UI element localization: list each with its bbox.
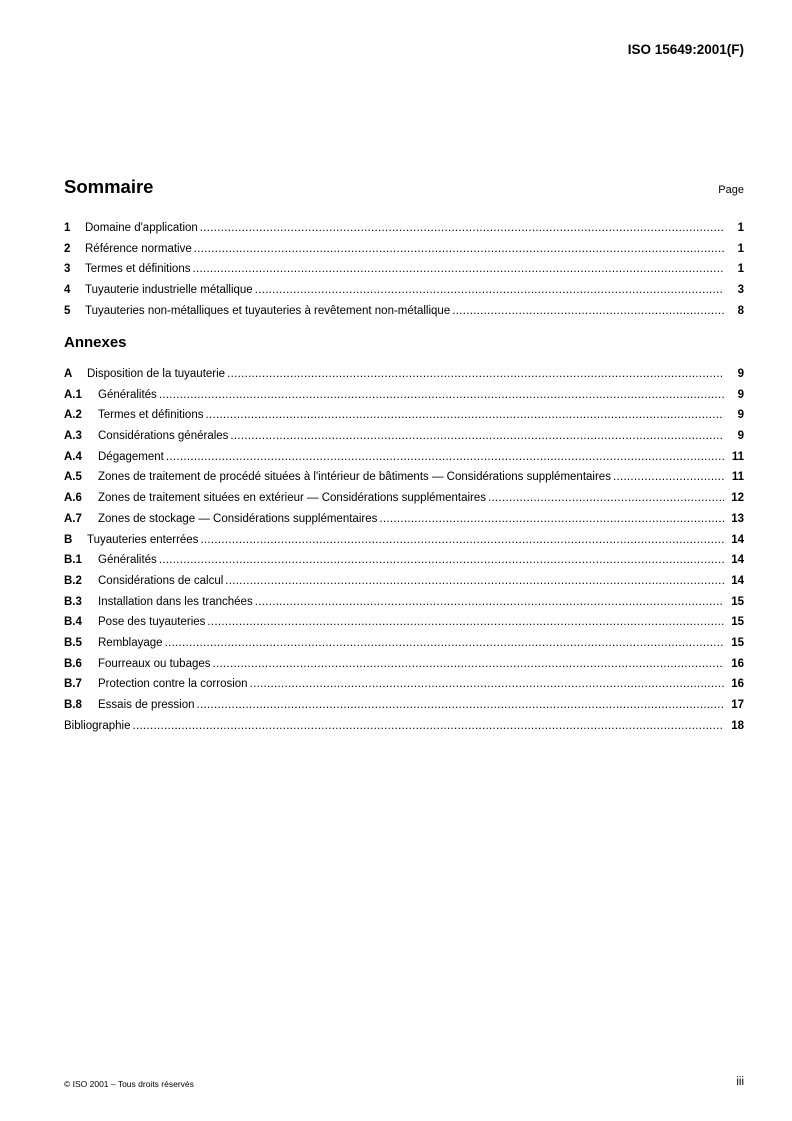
toc-entry-page: 12: [731, 492, 744, 505]
toc-dot-leader: [159, 550, 724, 571]
toc-entry[interactable]: [64, 467, 744, 488]
toc-entry-page: 16: [731, 678, 744, 691]
toc-dot-leader: [165, 633, 724, 654]
toc-entry-label: Pose des tuyauteries: [98, 616, 206, 629]
toc-dot-leader: [255, 280, 724, 301]
toc-dot-leader: [200, 218, 724, 239]
toc-entry-number: B.8: [64, 699, 82, 711]
toc-entry[interactable]: [64, 405, 744, 426]
toc-entry-page: 3: [737, 284, 744, 297]
toc-dot-leader: [250, 674, 724, 695]
toc-entry[interactable]: [64, 592, 744, 613]
toc-entry-number: A.5: [64, 471, 82, 484]
toc-entry-page: 9: [737, 368, 744, 380]
toc-dot-leader: [192, 259, 724, 280]
toc-entry[interactable]: [64, 716, 744, 737]
toc-entry-page: 9: [737, 430, 744, 443]
toc-dot-leader: [452, 301, 724, 322]
toc-entry-page: 9: [737, 388, 744, 401]
toc-entry-label: Domaine d'application: [85, 222, 198, 234]
toc-entry-page: 18: [731, 719, 744, 732]
toc-entry-label: Dégagement: [98, 450, 164, 463]
toc-entry-number: 1: [64, 222, 71, 234]
toc-entry-page: 11: [731, 450, 744, 463]
toc-entry-number: 3: [64, 263, 71, 276]
toc-entry-page: 1: [737, 263, 744, 276]
toc-entry-page: 1: [737, 222, 744, 234]
toc-entry-page: 15: [731, 595, 744, 608]
toc-dot-leader: [255, 592, 724, 613]
toc-entry-number: A.6: [64, 492, 82, 505]
toc-entry-page: 14: [731, 533, 744, 546]
toc-entry-page: 1: [737, 242, 744, 255]
toc-dot-leader: [230, 426, 724, 447]
toc-entry-number: 4: [64, 284, 71, 297]
toc-entry-label: Généralités: [98, 554, 157, 567]
toc-entry-number: A.4: [64, 450, 82, 463]
toc-entry-number: B.4: [64, 616, 82, 629]
toc-entry-label: Zones de traitement de procédé situées à l'intérieur de bâtiments — Considérations supplémentaires: [98, 471, 611, 484]
toc-entry-number: B.6: [64, 657, 82, 670]
document-id: ISO 15649:2001(F): [627, 42, 744, 57]
toc-dot-leader: [166, 447, 724, 468]
toc-dot-leader: [194, 239, 724, 260]
toc-entry-label: Bibliographie: [64, 719, 131, 732]
toc-dot-leader: [207, 612, 724, 633]
toc-entry-number: A.1: [64, 388, 82, 401]
toc-entry-page: 13: [731, 512, 744, 525]
toc-entry[interactable]: [64, 218, 744, 239]
toc-entry-label: Zones de traitement situées en extérieur — Considérations supplémentaires: [98, 492, 487, 505]
toc-entry-number: B.5: [64, 636, 82, 649]
toc-dot-leader: [205, 405, 724, 426]
toc-entry[interactable]: [64, 509, 744, 530]
toc-entry[interactable]: [64, 674, 744, 695]
toc-dot-leader: [159, 385, 724, 406]
toc-entry-label: Disposition de la tuyauterie: [87, 368, 226, 380]
footer-page-number: iii: [736, 1076, 744, 1088]
toc-entry-number: B: [64, 533, 73, 546]
toc-entry-number: A.7: [64, 512, 82, 525]
toc-entry-label: Termes et définitions: [85, 263, 191, 276]
toc-entry-page: 17: [731, 699, 744, 711]
toc-entry-label: Protection contre la corrosion: [98, 678, 248, 691]
toc-entry-number: B.7: [64, 678, 82, 691]
toc-entry-number: A.3: [64, 430, 82, 443]
toc-entry[interactable]: [64, 426, 744, 447]
toc-dot-leader: [379, 509, 724, 530]
toc-entry-label: Zones de stockage — Considérations supplémentaires: [98, 512, 378, 525]
toc-dot-leader: [213, 654, 724, 675]
toc-entry-page: 15: [731, 636, 744, 649]
toc-entry[interactable]: [64, 447, 744, 468]
toc-entry[interactable]: [64, 280, 744, 301]
footer-copyright: © ISO 2001 – Tous droits réservés: [64, 1079, 194, 1089]
toc-entry[interactable]: [64, 364, 744, 385]
toc-entry[interactable]: [64, 239, 744, 260]
toc-dot-leader: [613, 467, 724, 488]
toc-dot-leader: [197, 695, 724, 716]
toc-entry-label: Installation dans les tranchées: [98, 595, 253, 608]
toc-entry-label: Remblayage: [98, 636, 163, 649]
toc-entry-number: 2: [64, 242, 71, 255]
toc-dot-leader: [227, 364, 724, 385]
toc-main-list: [64, 218, 744, 321]
toc-entry-label: Tuyauteries non-métalliques et tuyauteries à revêtement non-métallique: [85, 304, 451, 317]
toc-entry-label: Fourreaux ou tubages: [98, 657, 211, 670]
toc-entry-number: 5: [64, 304, 71, 317]
toc-entry-label: Tuyauteries enterrées: [87, 533, 199, 546]
toc-dot-leader: [200, 530, 724, 551]
toc-annex-list: [64, 364, 744, 736]
toc-entry-label: Essais de pression: [98, 699, 195, 711]
annexes-heading: Annexes: [64, 334, 127, 351]
toc-entry[interactable]: [64, 612, 744, 633]
toc-entry-label: Considérations générales: [98, 430, 229, 443]
toc-entry-number: B.3: [64, 595, 82, 608]
toc-entry[interactable]: [64, 695, 744, 716]
toc-entry[interactable]: [64, 633, 744, 654]
toc-entry-page: 16: [731, 657, 744, 670]
toc-entry[interactable]: [64, 488, 744, 509]
toc-dot-leader: [225, 571, 724, 592]
toc-entry-label: Référence normative: [85, 242, 192, 255]
toc-entry-page: 15: [731, 616, 744, 629]
title-row: [64, 176, 744, 198]
toc-entry-number: A.2: [64, 409, 82, 422]
toc-entry[interactable]: [64, 259, 744, 280]
toc-entry-label: Termes et définitions: [98, 409, 204, 422]
page-column-label: Page: [718, 184, 744, 196]
toc-entry-page: 9: [737, 409, 744, 422]
toc-entry-page: 11: [731, 471, 744, 484]
toc-entry-number: B.2: [64, 574, 82, 587]
toc-entry[interactable]: [64, 654, 744, 675]
toc-entry-page: 8: [737, 304, 744, 317]
toc-entry[interactable]: [64, 550, 744, 571]
page-title: Sommaire: [64, 176, 154, 197]
toc-entry-number: A: [64, 368, 73, 380]
toc-entry[interactable]: [64, 530, 744, 551]
toc-entry-label: Généralités: [98, 388, 157, 401]
toc-dot-leader: [133, 716, 725, 737]
toc-entry[interactable]: [64, 571, 744, 592]
toc-entry-page: 14: [731, 554, 744, 567]
toc-entry-label: Considérations de calcul: [98, 574, 224, 587]
toc-entry[interactable]: [64, 385, 744, 406]
toc-entry-page: 14: [731, 574, 744, 587]
toc-entry[interactable]: [64, 301, 744, 322]
toc-dot-leader: [488, 488, 724, 509]
toc-entry-number: B.1: [64, 554, 82, 567]
toc-entry-label: Tuyauterie industrielle métallique: [85, 284, 253, 297]
